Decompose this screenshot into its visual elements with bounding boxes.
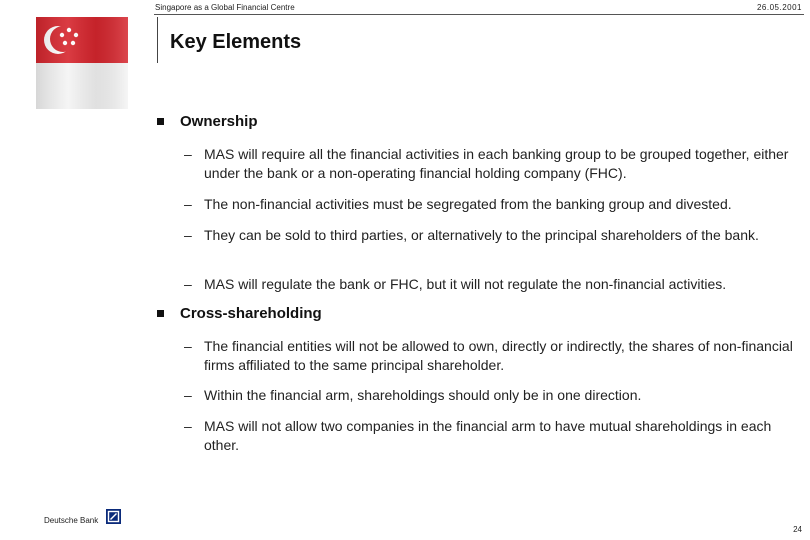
dash-icon: –: [184, 196, 192, 212]
section-bullet-icon: [157, 118, 164, 125]
dash-icon: –: [184, 338, 192, 354]
ownership-item-1: MAS will require all the financial activities in each banking group to be grouped together, either under the bank or a non-operating financial holding company (FHC).: [204, 146, 789, 181]
deutsche-bank-logo-icon: [106, 509, 121, 524]
dash-icon: –: [184, 387, 192, 403]
ownership-item-3: They can be sold to third parties, or alternatively to the principal shareholders of the bank.: [204, 227, 759, 243]
section-heading-ownership: Ownership: [180, 113, 258, 130]
dash-icon: –: [184, 418, 192, 434]
cross-shareholding-item-2: Within the financial arm, shareholdings should only be in one direction.: [204, 387, 642, 403]
dash-icon: –: [184, 227, 192, 243]
dash-icon: –: [184, 276, 192, 292]
section-bullet-icon: [157, 310, 164, 317]
dash-icon: –: [184, 146, 192, 162]
cross-shareholding-item-3: MAS will not allow two companies in the financial arm to have mutual shareholdings in each other.: [204, 418, 772, 453]
cross-shareholding-item-1: The financial entities will not be allowed to own, directly or indirectly, the shares of non-financial firms affiliated to the same principal shareholder.: [204, 338, 793, 373]
page-number: 24: [793, 525, 802, 534]
footer-brand: Deutsche Bank: [44, 516, 99, 525]
header-date: 26.05.2001: [756, 3, 802, 12]
section-heading-cross-shareholding: Cross-shareholding: [180, 305, 322, 322]
ownership-item-4: MAS will regulate the bank or FHC, but it will not regulate the non-financial activities.: [204, 276, 727, 292]
page-title: Key Elements: [170, 31, 302, 53]
ownership-item-2: The non-financial activities must be segregated from the banking group and divested.: [204, 196, 732, 212]
header-document-title: Singapore as a Global Financial Centre: [155, 3, 295, 12]
